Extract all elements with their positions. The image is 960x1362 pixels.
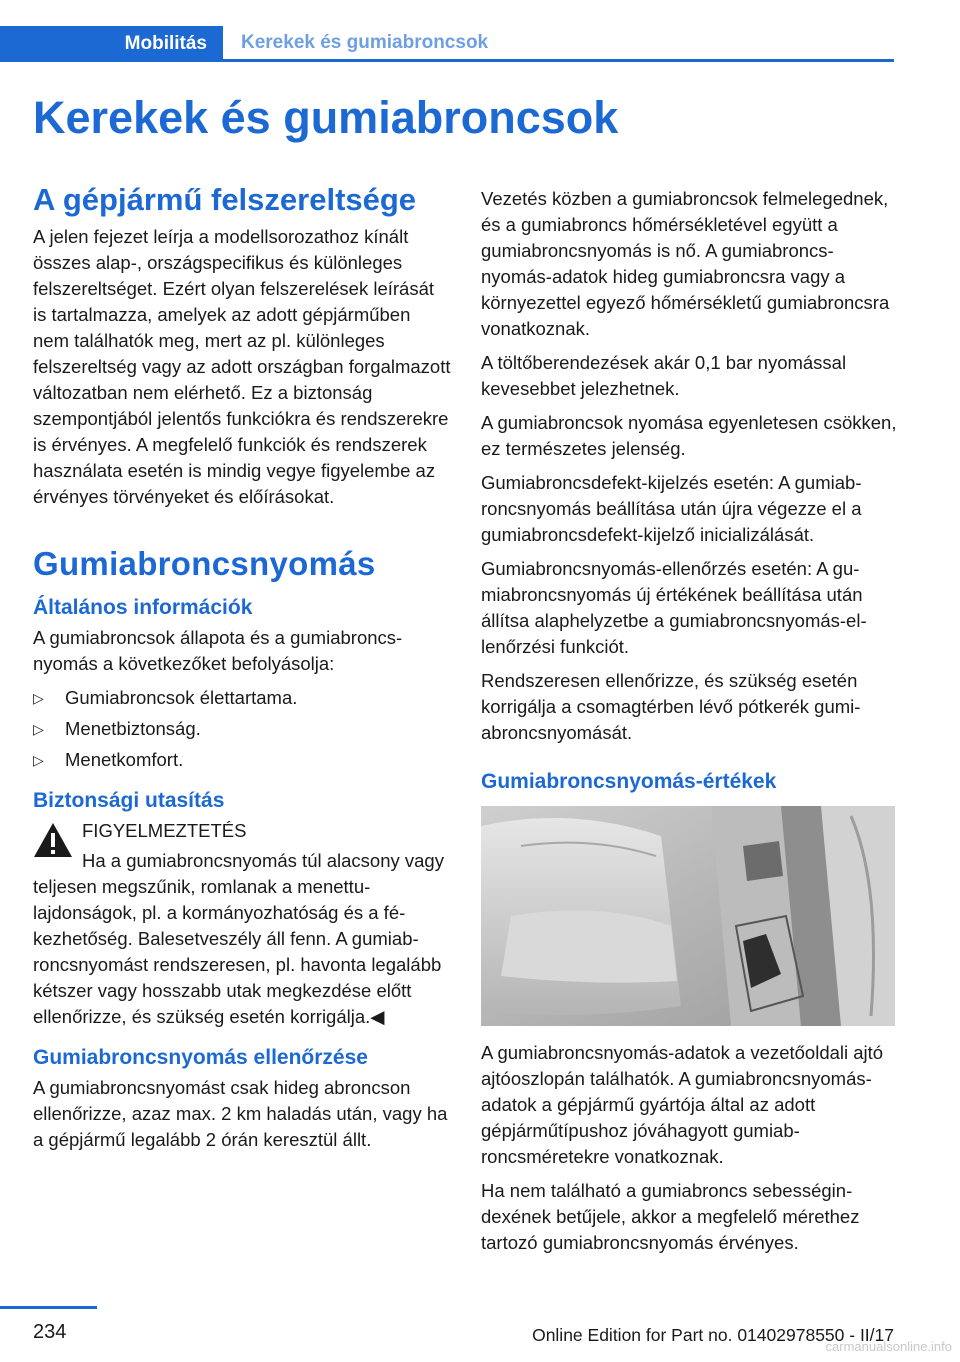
paragraph: Vezetés közben a gumiabroncsok felmelegednek, és a gumiabroncs hőmérsékletével együtt a gumiabroncsnyomás is nő. A gumiabroncsnyomás-adatok hideg gumiabroncsra vagy a környezettel egyező hőmérsékletű gumiabroncsra vonatkoznak.	[481, 188, 890, 339]
check-heading: Gumiabroncsnyomás ellenőrzése	[33, 1046, 368, 1069]
footer-divider	[0, 1306, 97, 1309]
page-title: Kerekek és gumiabroncsok	[33, 92, 619, 143]
paragraph: A gumiabroncsnyomás-adatok a vezetőoldali ajtó ajtóoszlopán találhatók. A gumiabroncsnyomás-adatok a gépjármű gyártója által az adott gépjárműtípushoz jóváhagyott gumiabroncsméretekre vonatkoznak.	[481, 1042, 884, 1167]
pressure-values-heading: Gumiabroncsnyomás-értékek	[481, 770, 777, 793]
paragraph: Rendszeresen ellenőrizze, és szükség esetén korrigálja a csomagtérben lévő pótkerék gumiabroncsnyomását.	[481, 670, 861, 743]
list-item: ▷ Menetkomfort.	[33, 747, 451, 773]
bullet-arrow-icon: ▷	[33, 721, 44, 737]
bullet-arrow-icon: ▷	[33, 752, 44, 768]
watermark: carmanualsonline.info	[825, 1339, 952, 1354]
paragraph: Ha nem található a gumiabroncs sebességindexének betűjele, akkor a megfelelő mérethez tartozó gumiabroncsnyomás érvényes.	[481, 1180, 860, 1253]
influence-list	[33, 685, 451, 773]
warning-block	[33, 818, 451, 1030]
warning-text: Ha a gumiabroncsnyomás túl alacsony vagy teljesen megszűnik, romlanak a menettulajdonságok, pl. a kormányozhatóság és a fékezhetőség. Balesetveszély áll fenn. A gumiabroncsnyomást rendszeresen, pl. havonta legalább kétszer vagy hosszabb utak megkezdése előtt ellenőrizze, és szükség esetén korrigálja.◀	[33, 850, 444, 1027]
paragraph: Gumiabroncsdefekt-kijelzés esetén: A gumiabroncsnyomás beállítása után újra végezze el a gumiabroncsdefekt-kijelző inicializálását.	[481, 472, 862, 545]
left-column	[33, 180, 451, 1161]
equipment-text: A jelen fejezet leírja a modellsorozathoz kínált összes alap-, országspecifikus és különleges felszereltséget. Ezért olyan felszerelések leírását is tartalmazza, amelyek az adott gépjárműben nem találhatók meg, mert az pl. különleges felszereltség vagy az adott országban forgalmazott változatban nem elérhető. Ez a biztonság szempontjából jelentős funkciókra és rendszerekre is érvényes. A megfelelő funkciók és rendszerek használata esetén is mindig vegye figyelembe az érvényes törvényeket és előírásokat.	[33, 226, 451, 507]
edition-text: Online Edition for Part no. 01402978550 - II/17	[532, 1325, 894, 1345]
equipment-heading: A gépjármű felszereltsége	[33, 182, 417, 217]
general-info-heading: Általános információk	[33, 596, 253, 619]
page-number: 234	[33, 1321, 67, 1343]
paragraph: A gumiabroncsok nyomása egyenletesen csökken, ez természetes jelenség.	[481, 412, 897, 459]
bullet-arrow-icon: ▷	[33, 690, 44, 706]
paragraph: Gumiabroncsnyomás-ellenőrzés esetén: A gumiabroncsnyomás új értékének beállítása után állítsa alaphelyzetbe a gumiabroncsnyomás-ellenőrzési funkciót.	[481, 558, 867, 657]
check-text: A gumiabroncsnyomást csak hideg abroncson ellenőrizze, azaz max. 2 km haladás után, vagy ha a gépjármű legalább 2 órán keresztül állt.	[33, 1077, 448, 1150]
warning-triangle-icon	[33, 822, 73, 858]
general-info-text: A gumiabroncsok állapota és a gumiabroncsnyomás a következőket befolyásolja:	[33, 627, 403, 674]
paragraph: A töltőberendezések akár 0,1 bar nyomással kevesebbet jelezhetnek.	[481, 352, 847, 399]
door-pillar-photo	[481, 806, 895, 1026]
safety-heading: Biztonsági utasítás	[33, 789, 225, 812]
tire-pressure-heading: Gumiabroncsnyomás	[33, 545, 376, 582]
list-item: ▷ Gumiabroncsok élettartama.	[33, 685, 451, 711]
header-topic-label: Kerekek és gumiabroncsok	[241, 32, 489, 53]
header-section-tab[interactable]	[0, 26, 223, 62]
right-column	[481, 186, 897, 1264]
list-item: ▷ Menetbiztonság.	[33, 716, 451, 742]
header-topic-bar	[223, 26, 894, 62]
warning-label: FIGYELMEZTETÉS	[82, 820, 247, 841]
header-section-label: Mobilitás	[124, 33, 207, 54]
